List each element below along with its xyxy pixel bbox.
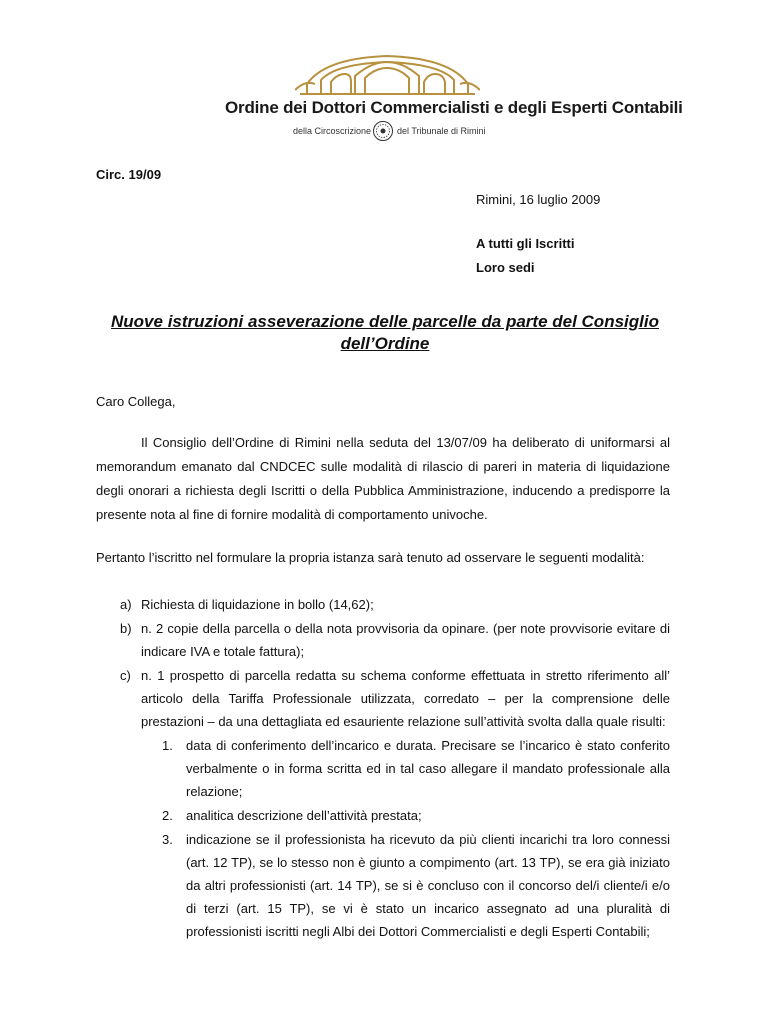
list-item (96, 617, 670, 663)
list-marker: c) (120, 668, 131, 683)
sub-list-item-text: data di conferimento dell’incarico e durata. Precisare se l’incarico è stato conferito verbalmente o in forma scritta ed in tal caso allegare il mandato professionale alla relazione; (186, 738, 670, 799)
circular-number: Circ. 19/09 (96, 167, 162, 182)
list-item (96, 664, 670, 733)
paragraph-2: Pertanto l’iscritto nel formulare la propria istanza sarà tenuto ad osservare le seguenti modalità: (96, 550, 645, 565)
sub-list-marker: 1. (162, 738, 173, 753)
sub-list-item (96, 804, 670, 827)
paragraph-1: Il Consiglio dell’Ordine di Rimini nella seduta del 13/07/09 ha deliberato di uniformarsi al memorandum emanato dal CNDCEC sulle modalità di rilascio di pareri in materia di liquidazione degli onorari a richiesta degli Iscritti o della Pubblica Amministrazione, inducendo a predisporre la presente nota al fine di fornire modalità di comportamento univoche. (96, 435, 670, 522)
letterhead (225, 50, 683, 150)
seal-icon (372, 120, 394, 142)
document-title: Nuove istruzioni asseverazione delle parcelle da parte del Consiglio dell’Ordine (111, 312, 659, 353)
recipient-line-2: Loro sedi (476, 260, 535, 275)
sub-list-item-text: analitica descrizione dell’attività prestata; (186, 808, 422, 823)
org-subtitle-right: del Tribunale di Rimini (397, 126, 486, 136)
requirements-list (96, 593, 670, 944)
letter-date: Rimini, 16 luglio 2009 (476, 192, 601, 207)
list-item-text: Richiesta di liquidazione in bollo (14,62); (141, 597, 374, 612)
arch-logo-icon (295, 50, 480, 98)
list-marker: b) (120, 621, 132, 636)
list-item-text: n. 1 prospetto di parcella redatta su schema conforme effettuata in stretto riferimento all’ articolo della Tariffa Professionale utilizzata, corredato – per la comprensione delle prestazioni – da una dettagliata ed esauriente relazione sull’attività svolta dalla quale risulti: (141, 668, 670, 729)
list-marker: a) (120, 597, 132, 612)
list-item-text: n. 2 copie della parcella o della nota provvisoria da opinare. (per note provvisorie evitare di indicare IVA e totale fattura); (141, 621, 670, 659)
list-item (96, 593, 670, 616)
sub-list-marker: 3. (162, 832, 173, 847)
recipient-line-1: A tutti gli Iscritti (476, 236, 575, 251)
salutation: Caro Collega, (96, 394, 176, 409)
sub-list-marker: 2. (162, 808, 173, 823)
org-name: Ordine dei Dottori Commercialisti e degli Esperti Contabili (225, 98, 683, 117)
sub-list-item-text: indicazione se il professionista ha ricevuto da più clienti incarichi tra loro connessi (art. 12 TP), se lo stesso non è giunto a compimento (art. 13 TP), se era già iniziato da altri professionisti (art. 14 TP), se si è concluso con il concorso del/i cliente/i e/o di terzi (art. 15 TP), se vi è stato un incarico assegnato ad una pluralità di professionisti iscritti negli Albi dei Dottori Commercialisti e degli Esperti Contabili; (186, 832, 670, 939)
org-subtitle-left: della Circoscrizione (293, 126, 372, 136)
sub-list-item (96, 734, 670, 803)
sub-list-item (96, 828, 670, 943)
